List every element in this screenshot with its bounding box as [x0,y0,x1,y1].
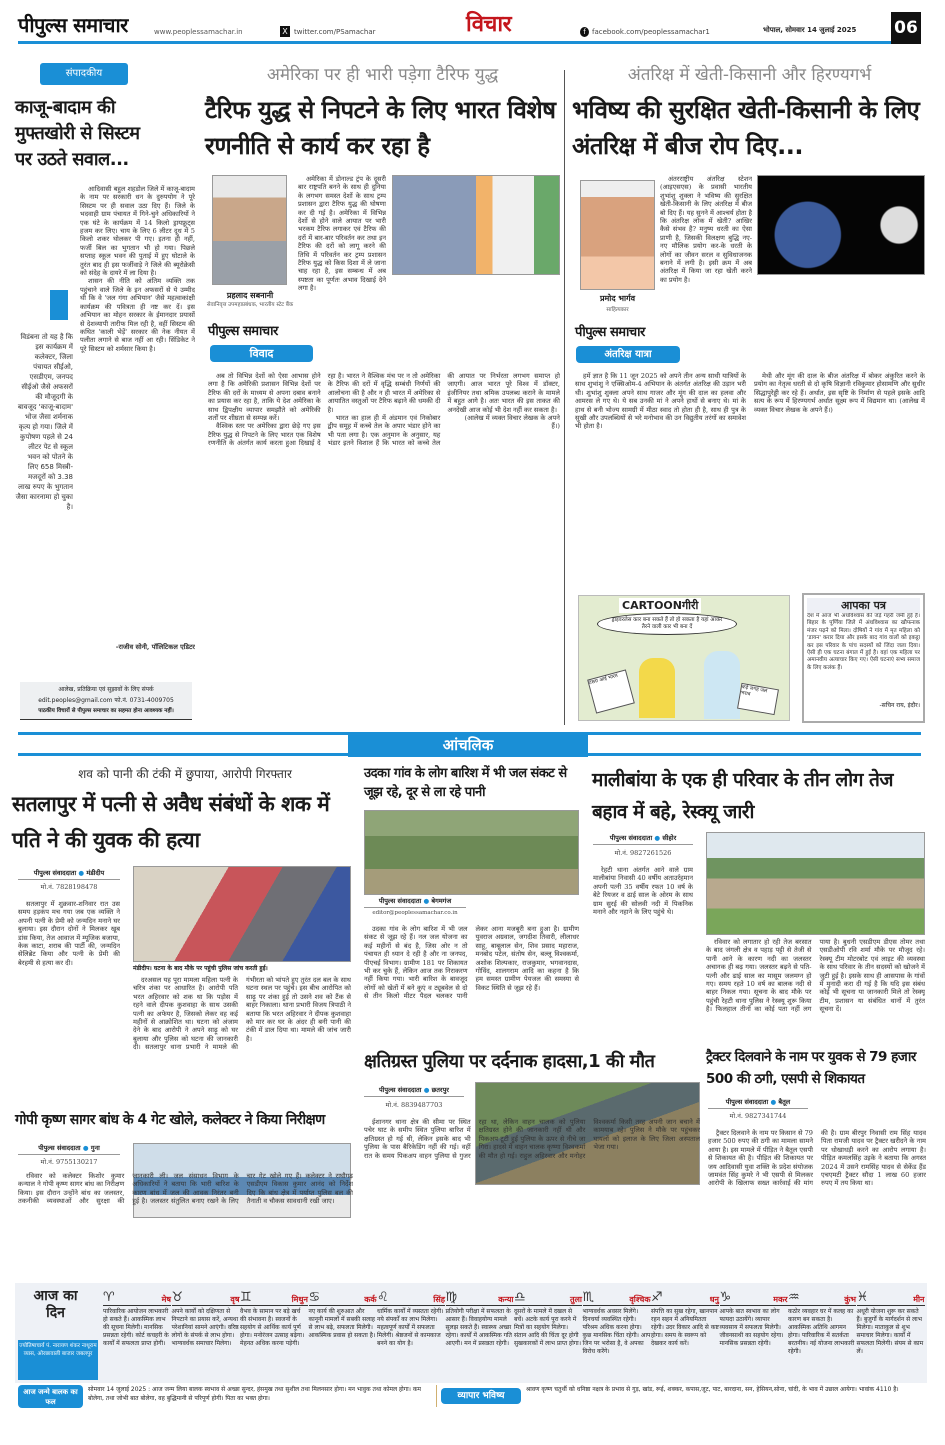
author-photo-bhargav [580,180,655,290]
zodiac-icon: ♏ [582,1290,595,1305]
header-rule [18,41,891,44]
sign-name: सिंह [433,1295,445,1304]
sign-text: दूसरों के मामले में दखल से बचें। अटके कार्य पूरा करने में मित्रों का सहयोग मिलेगा। संतान आदि की चिंता दूर होगी सुखकारकों में लाभ प्राप्त होगा। [514,1308,581,1347]
sign-name: मिथुन [291,1295,308,1304]
story4-body: ईशानगर थाना क्षेत्र की सीमा पर स्थित पचेर घाट के समीप स्थित पुलिया बारिश में क्षतिग्रस्त हो गई थी, लेकिन इसके बाद भी पुलिया के पास बैरिकेडिंग नहीं की गई। वहीं रात के समय पिकअप वाहन पुलिया से गुजर रहा था, लेकिन वाहन चालक को पुलिया क्षतिग्रस्त होने की जानकारी नहीं थी और पिकअप टूटी हुई पुलिया के ऊपर से नीचे जा गिरा। हादसे में वाहन चालक कृष्णा विश्वकर्मा की मौत हो गई। राहुल अहिरवार और मनोहर विश्वकर्मा किसी तरह अपनी जान बचाने में कामयाब रहे। पुलिस ने मौके पर पहुंचकर घायलों को इलाज के लिए जिला अस्पताल भेजा गया। [364,1118,700,1160]
story6-body: रविवार को कलेक्टर किशोर कुमार कन्याल ने गोपी कृष्ण सागर बांध का निरीक्षण किया। इस दौरान उन्होंने बांध का जलस्तर, तकनीकी व्यवस्थाओं और सुरक्षा की जानकारी ली। जल संसाधन विभाग के अधिकारियों ने बताया कि भारी बारिश के कारण बांध में जल की आवक निरंतर बनी हुई है। जलस्तर संतुलित बनाए रखने के लिए चार गेट खोले गए हैं। कलेक्टर ने राघौगढ़ एसडीएम विकास कुमार आनंद को निर्देश दिए कि बांध क्षेत्र में पर्याप्त पुलिस बल की तैनाती व चौकस सावधानी रखी जाए। [18,1172,353,1206]
column-divider [564,70,565,725]
zodiac-icon: ♑ [719,1290,732,1305]
editorial-body: आदिवासी बहुल शहडोल जिले में काजू-बादाम के नाम पर सरकारी धन के दुरुपयोग ने पूरे सिस्टम पर ही सवाल उठा दिए हैं। जिले के भदवाही ग्राम पंचायत में गिने-चुने अधिकारियों ने एक घंटे के कार्यक्रम में 14 किलो ड्रायफ्रूट्स हजम कर लिए। चाय के लिए 6 लीटर दूध में 5 किलो शकर घोलकर पी गए। इतना ही नहीं, फर्जी बिल का भुगतान भी हो गया। पिछले सप्ताह स्कूल भवन की पुताई में हुए घोटाले के तुरंत बाद ही इस फर्जीवाड़े ने जिले की ब्यूरोक्रेसी को संदेह के दायरे में ला दिया है। शासन की नीति को अंतिम व्यक्ति तक पहुंचाने वाले जिले के इन अफसरों से ये उम्मीद थी कि वे 'जल गंगा अभियान' जैसे महत्वाकांक्षी कार्यक्रम की पवित्रता ही नष्ट कर दें। इस अभियान का मोहन सरकार के ईमानदार प्रयासों से देशव्यापी तारीफ मिल रही है, वहीं सिस्टम की कथित 'काली भेड़ें' सरकार की नेक नीयत में पलीता लगाने से बाज नहीं आ रही। सिंडिकेट ने पूरे सिस्टम को शर्मसार किया है। [80,185,195,353]
story2-photo [364,810,579,895]
story1-body-b: दरअसल यह पूरा मामला महिला पत्नी के चरित्र शंका पर आधारित है। आरोपी पति भरत अहिरवार को शक था कि पड़ोस में रहने वाले दीपक कुशवाहा के साथ उसकी पत्नी का अफेयर है, जिसको लेकर वह कई महीनों से आक्रोशित था। घटना को अंजाम देने के बाद आरोपी ने अपने साढ़ू को घर बुलाया और पुलिस को घटना की जानकारी दी। सतलापुर थाना प्रभारी ने मामले की गंभीरता को भांपते हुए तुरंत दल बल के साथ घटना स्थल पर पहुंचे। इस बीच आरोपित को साढ़ू पर शंका हुई तो उसने शव को टैंक से बाहर निकाला। थाना प्रभारी विजय त्रिपाठी ने बताया कि भरत अहिरवार ने दीपक कुशवाहा को मार कर घर के अंदर ही बनी पानी की टंकी में डाल दिया था। मामले की जांच जारी है। [133,976,351,1052]
story4-headline: क्षतिग्रस्त पुलिया पर दर्दनाक हादसा,1 की मौत [364,1051,655,1072]
zodiac-icon: ♋ [308,1290,321,1305]
story4-byline: पीपुल्स संवाददाता ● छतरपुर [364,1085,464,1097]
space-body: हमें ज्ञात है कि 11 जून 2025 को अपने तीन अन्य साथी यात्रियों के साथ शुभांशु ने एक्सिओम-4 अभियान के अंतर्गत अंतरिक्ष की उड़ान भरी थी। शुभांशु शुक्ला अपने साथ गाजर और मूंग की दाल का हलवा और आमरस ले गए थे। ये सब उनकी मां ने अपने हाथों से बनाए थे। मां के हाथ से बनी भोज्य सामग्री में मीठा स्वाद तो होता ही है, साथ ही पुत्र के सुखी और उपलब्धियों से भरे मनोभाव की उन विद्युतीय तरंगों का समावेश भी होता है। मेथी और मूंग की दाल के बीज अंतरिक्ष में बोकर अंकुरित करने के प्रयोग का नेतृत्व धरती से दो कृषि विज्ञानी रविकुमार होसामणि और सुधीर सिद्धापुरेड्डी कर रहे हैं। अर्थात, इस सृष्टि के निर्माण से पहले इसके आदि सत्य के रूप में हिरण्यगर्भ अर्थात सूक्ष्म रूप में विद्यमान था। (आलेख में व्यक्त विचार लेखक के अपने हैं।) [575,372,925,431]
story3-photo [706,832,925,935]
story1-body-a: सतलापुर में शुक्रवार-शनिवार रात उस समय हड़कंप मच गया जब एक व्यक्ति ने अपनी पत्नी के प्रेमी को जन्मदिन मनाने घर बुलाया। इस दौरान दोनों ने मिलकर खूब डांस किया, तेज आवाज में म्यूजिक बजाया, केक काटा, शराब की पार्टी की, जन्मदिन सेलिब्रेट किया और पत्नी के प्रेमी की बेरहमी से हत्या कर दी। [18,900,120,967]
column-logo: पीपुल्स समाचार [208,324,278,339]
cartoon-figure-1 [639,658,675,718]
story2-body: उदका गांव के लोग बारिश में भी जल संकट से जूझ रहे हैं। नल जल योजना का कई महीनों से बंद है, जिस ओर न तो पंचायत ही ध्यान दे रही है और ना जनपद, पीएचई विभाग। ग्रामीण 181 पर शिकायत भी कर चुके हैं, लेकिन आज तक निराकरण नहीं किया गया। भारी बारिश के बावजूद लोगों को खेतों में बने कुएं व ट्यूबवेल से दो से तीन किलो मीटर पैदल चलकर पानी लेकर आना मजबूरी बना हुआ है। ग्रामीण युवराज अग्रवाल, जगदीश तिवारी, लीलाधर साहू, बाबूलाल सेन, शिव प्रसाद महाराज, मनबोद पटेल, संतोष सेन, बल्लू विश्वकर्मा, अशोक शिल्पकार, राजकुमार, भगवानदास, गोविंद, शालगराम आदि का कहना है कि हम समस्त ग्रामीण पेयजल की समस्या से विकट स्थिति से जूझ रहे हैं। [364,925,579,1001]
regional-label: आंचलिक [348,733,588,757]
zodiac-icon: ♍ [445,1290,458,1305]
sign-text: धार्मिक कार्यों में व्यस्तता रहेगी। नये संपर्कों का लाभ मिलेगा। महत्वपूर्ण कार्यों में सफलता मिलेगी। श्रेष्ठजनों से कामकाज बनने का योग है। [377,1308,444,1347]
sign-header [377,1288,445,1306]
newborn-text: सोमवार 14 जुलाई 2025 : आज जन्म लिया बालक स्वभाव से अच्छा सुन्दर, हंसमुख तथा सुशील तथा मिलनसार होगा। मन भावुक तथा कोमल होगा। कम बोलेगा, तथा जोभी बात बोलेगा, वह बुद्धिमानी से परिपूर्ण होगी। पिता का भक्त होगा। [88,1386,422,1402]
sign-name: कुंभ [844,1295,856,1304]
sign-header [172,1288,240,1306]
story3-headline: मालीबांया के एक ही परिवार के तीन लोग तेज बहाव में बहे, रेस्क्यू जारी [592,769,893,823]
sign-header [309,1288,377,1306]
zodiac-icon: ♎ [514,1290,526,1305]
contact-email[interactable]: edit.peoples@gmail.com फो.नं. 0731-4009705 [38,697,174,704]
story1-kicker: शव को पानी की टंकी में छुपाया, आरोपी गिरफ्तार [78,767,292,781]
sign-name: वृश्चिक [629,1295,651,1304]
story1-photo [133,866,351,962]
page-number: 06 [891,12,921,44]
cartoon-sign-1: टेस्ला आई भारत [587,669,635,713]
x-icon: X [280,26,290,37]
sign-name: कर्क [364,1295,377,1304]
tariff-body: अब तो विभिन्न देशों को ऐसा आभास होने लगा है कि अमेरिकी प्रशासन विभिन्न देशों पर टैरिफ की दरों के माध्यम से अपना दबाव बनाने का प्रयास कर रहा है, ताकि ये देश अमेरिका के साथ द्विपक्षीय व्यापार समझौते को अमेरिकी शर्तों पर शीघ्रता से सम्पन्न करें। वैश्विक स्तर पर अमेरिका द्वारा छेड़े गए इस टैरिफ युद्ध से निपटने के लिए भारत एक विशेष रणनीति के अंतर्गत कार्य करता हुआ दिखाई दे रहा है। भारत ने वैश्विक मंच पर न तो अमेरिका के टैरिफ की दरों में वृद्धि सम्बंधी निर्णयों की आलोचना की है और न ही भारत में अमेरिका से आयातित वस्तुओं पर टैरिफ बढ़ाने की धमकी दी है। भारत का हाल ही में अंडमान एवं निकोबार द्वीप समूह में कच्चे तेल के अपार भंडार होने का भी पता लगा है। एक अनुमान के अनुसार, यह भंडार इतने विशाल हैं कि भारत को कच्चे तेल की आयात पर निर्भरता लगभग समाप्त हो जाएगी। आज भारत पूरे विश्व में डॉक्टर, इंजीनियर तथा श्रमिक उपलब्ध कराने के मामले में बहुत आगे है। अतः भारत की इस ताकत की अनदेखी आज कोई भी देश नहीं कर सकता है। (आलेख में व्यक्त विचार लेखक के अपने हैं।) [208,372,560,448]
horoscope-sign-4 [309,1288,377,1383]
zodiac-icon: ♊ [240,1290,252,1305]
story3-byline: पीपुल्स संवाददाता ● सीहोर [593,833,693,845]
letters-body: देश में आज भी अंधविश्वास की जड़ें गहरी जमी हुई हैं। बिहार के पूर्णिया जिले में अंधविश्वास का खौफनाक मंजर पढ़ने को मिला। दोषियों ने गांव में मृत महिला को 'डायन' करार दिया और इसके बाद गांव वालों को इकट्ठा कर इस परिवार के पांच सदस्यों को जिंदा जला दिया। ऐसी ही एक घटना बंगाल में हुई है। वहां एक महिला पर अमानवीय अत्याचार किए गए। ऐसी घटनाएं सभ्य समाज के लिए कलंक हैं। [807,613,920,671]
tariff-author: प्रहलाद सबनानी [226,291,274,300]
story2-email[interactable]: editor@peoplessamachar.co.in [372,910,458,916]
newspaper-logo: पीपुल्स समाचार [18,13,128,37]
sign-header [103,1288,171,1306]
editorial-headline: काजू-बादाम की मुफ्तखोरी से सिस्टम पर उठते सवाल... [15,97,140,170]
sign-header [720,1288,788,1306]
newborn-label: आज जन्मे बालक का फल [18,1385,83,1408]
story6-mobile: मो.नं. 9755130217 [40,1158,98,1166]
sign-name: मकर [773,1295,788,1304]
story6-byline: पीपुल्स संवाददाता ● गुना [18,1143,120,1155]
horoscope-sign-3 [240,1288,308,1383]
editorial-label: संपादकीय [40,63,128,85]
sign-text: पारिवारिक आयोजन लाभकारी हो सकते हैं। आकस्मिक लाभ की सूचना मिलेगी। मानसिक प्रसन्नता रहेगी। कोर्ट कचहरी के कार्यों में सफलता प्राप्त होगी। [103,1308,169,1347]
sign-header [583,1288,651,1306]
sign-text: नए कार्य की शुरुआत और कानूनी मामलों में सबकी सलाह से लाभ बढ़े, सफलता मिलेगी। आकस्मिक प्रवास हो सकता है। [308,1308,376,1339]
space-headline: भविष्य की सुरक्षित खेती-किसानी के लिए अंतरिक्ष में बीज रोप दिए... [572,96,920,160]
business-label: व्यापार भविष्य [441,1388,521,1404]
astrologer-name: ज्योतिषाचार्य पं. नारायण शंकर नाथूराम व्यास, ओरछावाली बाजार जबलपुर [18,1340,98,1380]
zodiac-icon: ♌ [377,1290,389,1305]
zodiac-icon: ♉ [171,1290,184,1305]
space-kicker: अंतरिक्ष में खेती-किसानी और हिरण्यगर्भ [627,65,872,85]
story5-byline: पीपुल्स संवाददाता ● बैतूल [708,1097,808,1109]
twitter-link[interactable]: twitter.com/PSamachar [294,28,376,36]
horoscope-sign-2 [172,1288,240,1383]
astronaut-photo [757,175,925,275]
story5-body: ट्रैक्टर दिलवाने के नाम पर किसान से 79 हजार 500 रुपए की ठगी का मामला सामने आया है। इस मामले में पीड़ित ने बैतूल एसपी से शिकायत की है। पीड़ित की शिकायत पर जय आदिवासी युवा शक्ति के प्रदेश संयोजक जामवंत सिंह कुमरे ने भी एसपी से मिलकर आरोपी के खिलाफ सख्त कार्रवाई की मांग की है। ग्राम बीरपुर निवासी राम सिंह यादव पिता रामजी यादव पर ट्रैक्टर खरीदने के नाम पर धोखाधड़ी करने का आरोप लगाया है। पीड़ित कमलसिंह उइके ने बताया कि अगस्त 2024 में उसने रामसिंह यादव से सेकेंड हैंड एचएमटी ट्रैक्टर सौदा 1 लाख 60 हजार रुपए में तय किया था। [708,1129,926,1188]
contact-box: आलेख, प्रतिक्रिया एवं सुझावों के लिए संपर्क edit.peoples@gmail.com फो.नं. 0731-4009705 पाठकीय विचारों से पीपुल्स समाचार का सहमत होना आवश्यक नहीं। [20,682,192,720]
story6-headline: गोपी कृष्ण सागर बांध के 4 गेट खोले, कलेक्टर ने किया निरीक्षण [15,1112,325,1128]
horoscope-sign-12 [857,1288,925,1383]
sign-text: वैभव के सामान पर बड़े खर्च की संभावना है। स्वजनों के सहयोग से आर्थिक कार्य पूर्ण होगा। मनोरंजन उत्साह बढ़ेगा। मेहनत अधिक करना पड़ेगी। [240,1308,305,1347]
cartoon-title: CARTOONगीरी [619,598,701,613]
facebook-link[interactable]: facebook.com/peoplessamachar1 [592,28,710,36]
sign-header [514,1288,582,1306]
sign-header [651,1288,719,1306]
sign-text: अपने कार्यों को दक्षिणता से निपटाने का प्रयास करें, अन्यथा परेशानियां सामने आएंगी। वरिष्ठ लोगों के संपर्क से लाभ होगा। भाग्यवर्धक समाचार मिलेगा। [171,1308,239,1347]
pull-quote-marker [50,290,68,320]
sign-name: धनु [709,1295,719,1304]
story1-mobile: मो.नं. 7828198478 [40,883,98,891]
story5-headline: ट्रैक्टर दिलवाने के नाम पर युवक से 79 हजार 500 की ठगी, एसपी से शिकायत [706,1049,916,1087]
dateline: भोपाल, सोमवार 14 जुलाई 2025 [763,26,857,34]
facebook-icon: f [580,27,589,37]
zodiac-icon: ♐ [651,1290,663,1305]
cartoon-speech: ड्राइवरलेस कार बना सकते हैं तो हो सकता है यहां आकर तैरने वाली कार भी बना दें [597,613,737,635]
zodiac-icon: ♓ [856,1290,869,1305]
tariff-kicker: अमेरिका पर ही भारी पड़ेगा टैरिफ युद्ध [266,65,499,85]
story2-headline: उदका गांव के लोग बारिश में भी जल संकट से जूझ रहे, दूर से ला रहे पानी [364,766,567,800]
zodiac-icon: ♈ [103,1290,115,1305]
masthead [18,12,928,44]
sign-name: मीन [913,1295,925,1304]
story5-mobile: मो.नं. 9827341744 [729,1112,787,1120]
sign-header [857,1288,925,1306]
column-name-space: अंतरिक्ष यात्रा [576,346,680,363]
letters-title: आपका पत्र [807,598,920,613]
horoscope-sign-9 [651,1288,719,1383]
horoscope-sign-5 [377,1288,445,1383]
story1-byline: पीपुल्स संवाददाता ● मंडीदीप [18,868,120,880]
horoscope-sign-7 [514,1288,582,1383]
sign-name: तुला [569,1295,582,1304]
story4-mobile: मो.नं. 8839487703 [385,1101,443,1109]
sign-name: वृष [230,1295,240,1304]
zodiac-icon: ♒ [788,1290,800,1305]
story1-headline: सतलापुर में पत्नी से अवैध संबंधों के शक में पति ने की युवक की हत्या [12,792,330,852]
space-body-top: अंतरराष्ट्रीय अंतरिक्ष स्टेशन (आइएसएस) के प्रवासी भारतीय शुभांशु शुक्ला ने भविष्य की सुरक्षित खेती-किसानी के लिए अंतरिक्ष में बीज बो दिए हैं। यह सुनने में आश्चर्य होता है कि अंतरिक्ष लोक में खेती? आखिर कैसे संभव है? मनुष्य धरती का ऐसा प्राणी है, जिसकी विलक्षण बुद्धि नए-नए मौलिक प्रयोग कर-के धरती के लोगों का जीवन सरल व सुविधाजनक बनाने में लगी है। इसी क्रम में अब अंतरिक्ष में किया जा रहा खेती करने का प्रयोग है। [660,175,752,284]
letters-signature: -सचिन राय, इंदौर। [879,702,920,709]
tariff-headline: टैरिफ युद्ध से निपटने के लिए भारत विशेष रणनीति से कार्य कर रहा है [205,96,556,160]
sign-header [240,1288,308,1306]
editorial-signature: -राजीव सोनी, पॉलिटिकल एडिटर [115,643,195,651]
horoscope-title: आज का दिन [33,1288,78,1321]
tariff-body-top: अमेरिका में डोनाल्ड ट्रंप के दूसरी बार राष्ट्रपति बनने के साथ ही दुनिया के लगभग समस्त देशों के साथ ट्रम्प प्रशासन द्वारा टैरिफ युद्ध की घोषणा कर दी गई है। अमेरिका में विभिन्न देशों से होने वाले आयात पर भारी भरकम टैरिफ लगाकर एवं टैरिफ की दरों में बार-बार परिवर्तन कर तथा इन टैरिफ की दरों को लागू करने की तिथि में परिवर्तन कर ट्रम्प प्रशासन टैरिफ युद्ध को किस दिशा में ले जाना चाह रहा है, इस सम्बन्ध में अब स्पष्टता का पूर्णतः अभाव दिखाई देने लगा है। [298,175,386,293]
story3-body-a: रेहटी थाना अंतर्गत आने वाले ग्राम मालीबांया निवासी 40 वर्षीय अताउर्रहमान अपनी पत्नी 35 वर्षीय रफत 10 वर्ष के बेटे रियजर व ढाई साल के ओरम के साथ ग्राम सुरई की सोलवी नदी में पिकनिक मनाने और नहाने के लिए पहुंचे थे। [593,866,693,917]
horoscope-sign-6 [446,1288,514,1383]
sign-name: मेष [161,1295,171,1304]
sign-text: संपत्ति का सुख रहेगा, खानपान रहन सहन में अनियमितता रहेगी। उदर विकार आदि से कष्ट होगा। समय के स्वरूप को देखकर कार्य करें। [651,1308,719,1347]
sign-text: आपके बात स्वभाव का लोग फायदा उठायेंगे। व्यापार व्यवसाय में सफलता मिलेगी। जीवनसाथी का सहयोग रहेगा। मानसिक प्रसन्नता रहेगी। [719,1308,784,1347]
sign-text: भाग्यवर्धक अवसर मिलेंगे। दिनचर्या व्यवस्थित रहेगी। परिश्रम अधिक करना होगा। कुछ मानसिक चिंता रहेगी। आप जिन पर भरोसा है, वे अपका विरोध करेंगे। [582,1308,651,1355]
story1-caption: मंडीदीप। घटना के बाद मौके पर पहुंची पुलिस जांच करती हुई। [133,965,268,972]
sign-text: कठोर व्यवहार घर में कलह का कारण बन सकता है। आकस्मिक अतिथि आगमन होगा। पारिवारिक में सतर्कता बरतनीय। नई योजना लाभकारी रहेगी। [788,1308,855,1355]
sign-text: प्रतियोगी परीक्षा में सफलता के आसार हैं। विवाहयोग्य मामले सुलझ सकते हैं। स्वास्थ्य अच्छा रहेगा। कार्यों में आकस्मिक गति आएगी। मन में प्रसन्नता रहेगी। [445,1308,512,1347]
column-name-vivad: विवाद [210,345,313,362]
cartoon-sign-2: कई जगह जल भराव [737,683,779,715]
story2-byline: पीपुल्स संवाददाता ● बेगमगंज [364,896,466,908]
letters-box [802,593,925,723]
cartoon [578,595,790,721]
business-text: श्रावण कृष्ण चतुर्थी को धनिष्ठा नक्षत्र के प्रभाव से गुड़, खांड, रूई, शक्कर, कपास,जूट, पाट, बारदाना, सन, हेसियन,सोना, चांदी, के भाव में उछाल आयेगा। भावांक 4110 है। [526,1386,899,1393]
horoscope-sign-8 [583,1288,651,1383]
space-author: प्रमोद भार्गव [599,294,636,303]
tariff-author-title: सेवानिवृत्त उपमहाप्रबंधक, भारतीय स्टेट बैंक [206,302,294,308]
strip-divider [436,1385,437,1407]
horoscope-sign-10 [720,1288,788,1383]
story3-body-b: रविवार को लगातार हो रही तेज बरसात के बाद जंगली क्षेत्र व पहाड़ पट्टी से तेजी से पानी आने के कारण नदी का जलस्तर अचानक ही बढ़ गया। जलस्तर बढ़ने से पति-पत्नी और ढाई साल का मासूम जलमग्न हो गए। समय रहते 10 वर्ष का बालक नदी से बाहर निकल गया। सूचना के बाद मौके पर पहुंची रेहटी थाना पुलिस ने रेस्क्यू शुरू किया है। फिलहाल तीनों का कोई पता नहीं लग पाया है। बुधनी एसडीएम डीएस तोमर तथा एसडीओपी रवि शर्मा मौके पर मौजूद रहे। रेस्क्यू टीम मोटरबोट एवं लाइट की व्यवस्था के साथ परिवार के तीन सदस्यों को खोजने में जुटी हुई है। इसके साथ ही आसपास के गांवों में मुनादी करा दी गई है कि यदि इस संबंध कोई भी सूचना या जानकारी मिले तो रेस्क्यू टीम, प्रशासन या संबंधित थानों में तुरंत सूचना दें। [706,938,925,1014]
cartoon-figure-2 [704,651,740,719]
editorial-pull-quote: विडंबना तो यह है कि इस कार्यक्रम में कलेक्टर, जिला पंचायत सीईओ, एसडीएम, जनपद सीईओ जैसे अफसरों की मौजूदगी के बावजूद 'काजू-बादाम' भोज जैसा शर्मनाक कृत्य हो गया। जिले में कुपोषण पहले से 24 लीटर पेट से स्कूल भवन को पोतने के लिए 658 मिस्त्री-मजदूरों को 3.38 लाख रुपए के भुगतान जैसा कारनामा हो चुका है। [15,333,73,511]
sign-name: कन्या [498,1295,514,1304]
column-logo-2: पीपुल्स समाचार [575,325,645,340]
section-title: विचार [466,12,512,37]
sign-header [446,1288,514,1306]
horoscope-sign-1 [103,1288,171,1383]
website-link[interactable]: www.peoplessamachar.in [154,28,243,36]
story3-mobile: मो.नं. 9827261526 [614,849,672,857]
author-photo-sabnani [212,175,287,285]
trump-modi-photo [392,175,560,275]
space-author-title: साहित्यकार [606,307,629,313]
sign-text: अधूरी योजना शुरू कर सकते हैं। बुजुर्गों के मार्गदर्शन से लाभ मिलेगा। माताकुल से शुभ समाचार मिलेगा। कार्यों में सफलता मिलेगी। संयम से काम लें। [856,1308,924,1355]
sign-header [788,1288,856,1306]
horoscope-sign-11 [788,1288,856,1383]
